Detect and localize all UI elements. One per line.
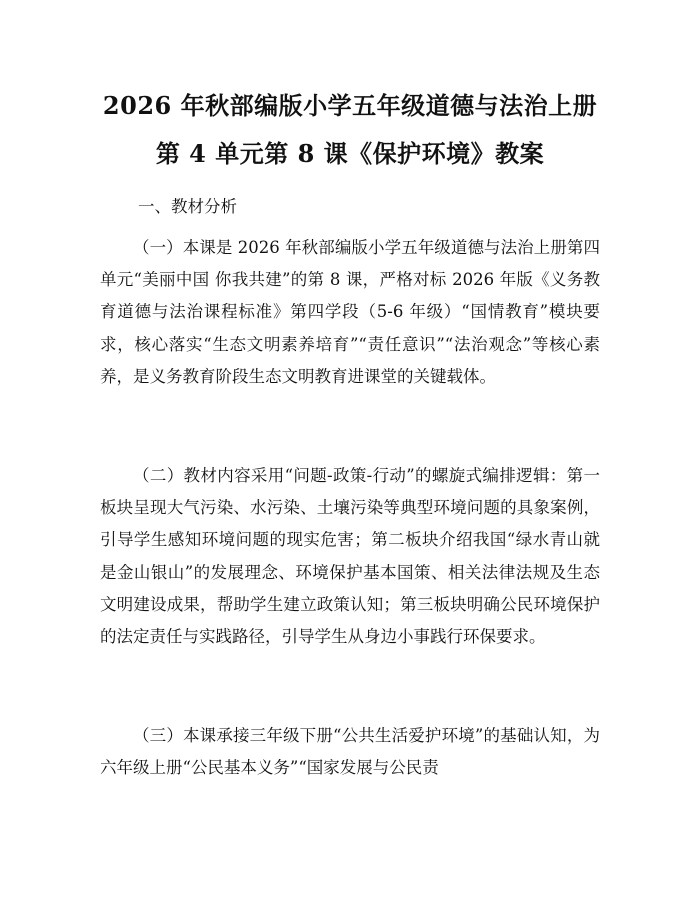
- document-title-line-1: 2026 年秋部编版小学五年级道德与法治上册: [102, 91, 598, 120]
- paragraph-1: （一）本课是 2026 年秋部编版小学五年级道德与法治上册第四单元“美丽中国 你我共建”的第 8 课，严格对标 2026 年版《义务教育道德与法治课程标准》第四学段（5-6 年级）“国情教育”模块要求，核心落实“生态文明素养培育”“责任意识”“法治观念”等核心素养，是义务教育阶段生态文明教育进课堂的关键载体。: [100, 238, 600, 386]
- paragraph-3: （三）本课承接三年级下册“公共生活爱护环境”的基础认知，为六年级上册“公民基本义务”“国家发展与公民责: [100, 726, 600, 778]
- document-title-line-2: 第 4 单元第 8 课《保护环境》教案: [155, 139, 545, 168]
- section-heading: 一、教材分析: [138, 197, 237, 216]
- paragraph-2: （二）教材内容采用“问题-政策-行动”的螺旋式编排逻辑：第一板块呈现大气污染、水污染、土壤污染等典型环境问题的具象案例，引导学生感知环境问题的现实危害；第二板块介绍我国“绿水青山就是金山银山”的发展理念、环境保护基本国策、相关法律法规及生态文明建设成果，帮助学生建立政策认知；第三板块明确公民环境保护的法定责任与实践路径，引导学生从身边小事践行环保要求。: [100, 466, 600, 647]
